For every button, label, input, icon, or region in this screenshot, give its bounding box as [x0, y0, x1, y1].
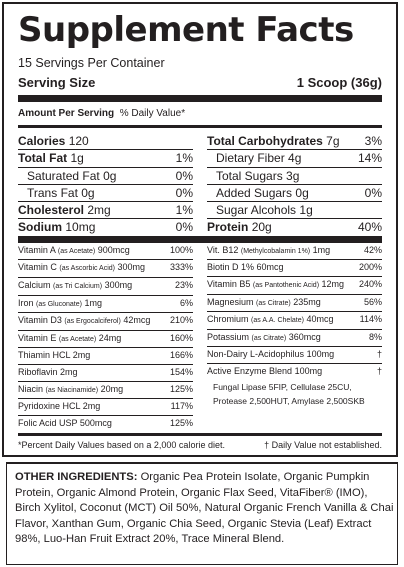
supplement-facts-panel: [2, 2, 398, 457]
nutrient-name: Total Sugars: [216, 168, 283, 183]
amount-per-serving-label: Amount Per Serving: [18, 108, 115, 119]
ingredients-line: Flavor, Xanthan Gum, Organic Chia Seed, Organic Stevia (Leaf) Extract: [15, 517, 372, 530]
vitamin-amount: 100mg: [306, 349, 335, 360]
nutrient-amount: 7g: [326, 134, 340, 148]
nutrient-name-amount: [207, 219, 272, 235]
vitamin-row: [18, 331, 193, 349]
vitamin-daily-value: 210%: [169, 315, 193, 326]
vitamin-row: [18, 365, 193, 382]
nutrient-name: Protein: [207, 220, 249, 235]
nutrient-row: [207, 150, 382, 167]
ingredients-line: Birch Xylitol, Coconut (MCT) Oil 50%, Natural Organic French Vanilla & Chai: [15, 502, 394, 515]
nutrient-row: [18, 133, 193, 150]
vitamin-name-amount: [207, 295, 321, 312]
vitamin-row: [18, 260, 193, 278]
nutrient-name: Total Carbohydrates: [207, 134, 323, 148]
vitamin-form: (as Citrate): [251, 334, 287, 342]
nutrient-name-amount: [18, 168, 116, 184]
nutrient-daily-value: 0%: [175, 168, 193, 183]
vitamin-daily-value: 240%: [358, 278, 382, 289]
nutrient-name-amount: [207, 133, 340, 149]
servings-per-container: 15 Servings Per Container: [18, 56, 165, 70]
vitamin-amount: 1mg: [312, 244, 331, 255]
vitamin-name: Thiamin HCL: [18, 350, 71, 361]
nutrient-name: Sugar Alcohols: [216, 203, 297, 218]
vitamin-daily-value: 125%: [169, 417, 193, 428]
macronutrient-column-right: [200, 133, 382, 236]
vitamin-form: (as Tri Calcium): [53, 282, 103, 290]
micronutrient-table: [18, 243, 382, 432]
enzyme-line: Protease 2,500HUT, Amylase 2,500SKB: [213, 395, 365, 406]
vitamin-amount: 2mg: [72, 350, 91, 361]
nutrient-name-amount: [18, 133, 89, 149]
vitamin-name-amount: [18, 416, 112, 432]
vitamin-amount: 40mcg: [306, 314, 334, 325]
vitamin-name-amount: [18, 399, 100, 415]
vitamin-row: [207, 347, 382, 364]
vitamin-amount: 60mcg: [256, 262, 284, 273]
vitamin-daily-value: 42%: [363, 244, 382, 255]
micronutrient-column-right: [200, 243, 382, 432]
nutrient-amount: 20g: [251, 220, 272, 235]
nutrient-row: [18, 185, 193, 202]
nutrient-name: Saturated Fat: [27, 168, 100, 183]
vitamin-name: Folic Acid USP: [18, 417, 78, 428]
vitamin-name: Magnesium: [207, 296, 254, 307]
footnote-row: [18, 433, 382, 450]
nutrient-row: [18, 168, 193, 185]
vitamin-row: [207, 312, 382, 330]
nutrient-row: [207, 219, 382, 235]
section-divider: [18, 236, 382, 243]
nutrient-name-amount: [18, 150, 84, 166]
nutrient-amount: 1g: [299, 203, 313, 218]
nutrient-amount: 1g: [70, 151, 84, 166]
macronutrient-column-left: [18, 133, 200, 236]
vitamin-daily-value: 6%: [179, 297, 193, 308]
vitamin-daily-value: 100%: [169, 244, 193, 255]
nutrient-amount: 0g: [295, 185, 309, 200]
ingredients-line: Organic Pea Protein Isolate, Organic Pumpkin: [140, 471, 370, 483]
nutrient-amount: 3g: [286, 168, 300, 183]
nutrient-row: [207, 202, 382, 219]
vitamin-name-amount: [18, 278, 132, 295]
serving-size-row: [18, 75, 382, 102]
macronutrient-table: [18, 133, 382, 236]
vitamin-daily-value: 160%: [169, 332, 193, 343]
vitamin-name: Iron: [18, 297, 34, 308]
daily-value-header: % Daily Value*: [119, 108, 186, 119]
vitamin-form: (as Ergocalciferol): [64, 318, 121, 326]
ingredients-line: Protein, Organic Almond Protein, Organic Flax Seed, VitaFiber® (IMO),: [15, 486, 368, 499]
vitamin-name-amount: [18, 260, 145, 277]
nutrient-daily-value: 0%: [175, 185, 193, 200]
nutrient-row: [18, 150, 193, 167]
vitamin-form: (as Ascorbic Acid): [59, 265, 116, 273]
vitamin-name-amount: [207, 260, 284, 276]
vitamin-row: [18, 382, 193, 400]
nutrient-name-amount: [207, 150, 301, 166]
nutrient-daily-value: 14%: [357, 151, 382, 166]
vitamin-name-amount: [18, 296, 102, 313]
nutrient-daily-value: 3%: [364, 134, 382, 148]
vitamin-amount: 235mg: [293, 296, 321, 307]
serving-size-value: 1 Scoop (36g): [296, 75, 382, 90]
vitamin-row: [18, 399, 193, 416]
nutrient-amount: 4g: [288, 151, 302, 166]
nutrient-row: [207, 185, 382, 202]
vitamin-amount: 24mg: [98, 332, 122, 343]
vitamin-row: [18, 278, 193, 296]
amount-per-serving-row: [18, 108, 382, 128]
nutrient-daily-value: 40%: [357, 220, 382, 235]
nutrient-row: [18, 202, 193, 219]
nutrient-daily-value: 0%: [364, 185, 382, 200]
vitamin-name: Vitamin A: [18, 244, 56, 255]
vitamin-name-amount: [18, 348, 90, 364]
nutrient-name-amount: [207, 168, 299, 184]
nutrient-name: Sodium: [18, 220, 62, 235]
vitamin-form: (as Gluconate): [36, 300, 82, 308]
nutrient-amount: 120: [68, 134, 89, 148]
vitamin-name: Vitamin D3: [18, 315, 62, 326]
nutrient-name: Calories: [18, 134, 66, 148]
nutrient-name-amount: [18, 219, 95, 235]
vitamin-row: [207, 277, 382, 295]
nutrient-name: Total Fat: [18, 151, 68, 166]
panel-title: Supplement Facts: [18, 10, 354, 50]
vitamin-name: Potassium: [207, 331, 250, 342]
vitamin-name: Biotin D 1%: [207, 262, 255, 273]
vitamin-row: [207, 243, 382, 261]
vitamin-name-amount: [18, 382, 123, 399]
vitamin-amount: 42mcg: [123, 315, 151, 326]
enzyme-blend-details: [207, 380, 382, 408]
vitamin-daily-value: 166%: [169, 350, 193, 361]
vitamin-amount: 500mcg: [79, 417, 112, 428]
vitamin-amount: 300mg: [104, 279, 133, 290]
vitamin-name: Niacin: [18, 383, 44, 394]
vitamin-daily-value: 56%: [363, 296, 382, 307]
enzyme-line: Fungal Lipase 5FIP, Cellulase 25CU,: [213, 381, 352, 392]
vitamin-amount: 300mg: [117, 262, 146, 273]
micronutrient-column-left: [18, 243, 200, 432]
footnote-not-established: † Daily Value not established.: [264, 440, 382, 451]
nutrient-name-amount: [207, 185, 309, 201]
nutrient-amount: 0g: [81, 185, 95, 200]
ingredients-line: 98%, Luo-Han Fruit Extract 20%, Trace Mineral Blend.: [15, 533, 285, 546]
nutrient-name: Trans Fat: [27, 185, 78, 200]
vitamin-form: (as Acetate): [57, 247, 96, 255]
vitamin-daily-value: 200%: [358, 262, 382, 273]
vitamin-name-amount: [18, 365, 78, 381]
nutrient-daily-value: 1%: [175, 151, 193, 166]
vitamin-name-amount: [18, 313, 150, 330]
vitamin-name-amount: [207, 364, 322, 380]
vitamin-amount: 900mcg: [97, 244, 130, 255]
vitamin-name: Active Enzyme Blend: [207, 365, 293, 376]
vitamin-amount: 12mg: [321, 278, 345, 289]
vitamin-form: (as A.A. Chelate): [251, 317, 304, 325]
vitamin-row: [18, 313, 193, 331]
vitamin-form: (as Niacinamide): [45, 386, 99, 394]
vitamin-name: Vitamin E: [18, 332, 57, 343]
vitamin-row: [18, 296, 193, 314]
vitamin-row: [207, 295, 382, 313]
vitamin-row: [18, 243, 193, 261]
other-ingredients-label: OTHER INGREDIENTS:: [15, 471, 138, 483]
vitamin-form: (Methylcobalamin 1%): [240, 247, 311, 255]
vitamin-form: (as Citrate): [256, 299, 291, 307]
vitamin-daily-value: 125%: [169, 383, 193, 394]
vitamin-amount: 1mg: [84, 297, 102, 308]
serving-size-label: Serving Size: [18, 75, 96, 90]
nutrient-name-amount: [18, 202, 111, 218]
vitamin-daily-value: 114%: [359, 314, 382, 325]
nutrient-amount: 0g: [103, 168, 117, 183]
vitamin-name: Chromium: [207, 314, 249, 325]
vitamin-daily-value: 154%: [169, 366, 193, 377]
nutrient-name: Dietary Fiber: [216, 151, 285, 166]
vitamin-row: [207, 330, 382, 348]
vitamin-name-amount: [207, 243, 330, 260]
vitamin-amount: 100mg: [294, 365, 323, 376]
vitamin-name: Vit. B12: [207, 244, 239, 255]
nutrient-name: Cholesterol: [18, 203, 85, 218]
vitamin-name: Pyridoxine HCL: [18, 401, 81, 412]
nutrient-name: Added Sugars: [216, 185, 293, 200]
nutrient-amount: 2mg: [87, 203, 111, 218]
vitamin-row: [18, 416, 193, 432]
nutrient-amount: 10mg: [65, 220, 96, 235]
vitamin-name-amount: [207, 312, 333, 329]
nutrient-row: [18, 219, 193, 235]
nutrient-row: [207, 168, 382, 185]
footnote-daily-value: *Percent Daily Values based on a 2,000 calorie diet.: [18, 440, 225, 451]
nutrient-name-amount: [18, 185, 95, 201]
vitamin-row: [18, 348, 193, 365]
vitamin-daily-value: 333%: [169, 262, 193, 273]
other-ingredients-box: [6, 462, 398, 565]
vitamin-daily-value: †: [376, 349, 382, 360]
nutrient-row: [207, 133, 382, 150]
vitamin-form: (as Acetate): [58, 335, 97, 343]
vitamin-daily-value: 8%: [368, 331, 382, 342]
vitamin-name: Non-Dairy L-Acidophilus: [207, 349, 305, 360]
nutrient-daily-value: 1%: [175, 203, 193, 218]
vitamin-daily-value: 117%: [170, 401, 193, 412]
vitamin-amount: 360mcg: [288, 331, 321, 342]
vitamin-name: Calcium: [18, 279, 51, 290]
nutrient-daily-value: 0%: [175, 220, 193, 235]
vitamin-row: [207, 364, 382, 380]
vitamin-name-amount: [18, 243, 130, 260]
vitamin-form: (as Pantothenic Acid): [252, 281, 320, 289]
vitamin-name: Vitamin C: [18, 262, 57, 273]
vitamin-name-amount: [207, 347, 334, 363]
vitamin-name-amount: [207, 277, 344, 294]
vitamin-row: [207, 260, 382, 277]
nutrient-name-amount: [207, 202, 313, 218]
vitamin-daily-value: 23%: [174, 279, 193, 290]
vitamin-name-amount: [18, 331, 121, 348]
vitamin-name-amount: [207, 330, 321, 347]
vitamin-name: Riboflavin: [18, 366, 58, 377]
vitamin-amount: 2mg: [82, 401, 101, 412]
vitamin-daily-value: †: [376, 365, 382, 376]
vitamin-name: Vitamin B5: [207, 278, 251, 289]
vitamin-amount: 2mg: [60, 366, 78, 377]
vitamin-amount: 20mg: [100, 383, 124, 394]
